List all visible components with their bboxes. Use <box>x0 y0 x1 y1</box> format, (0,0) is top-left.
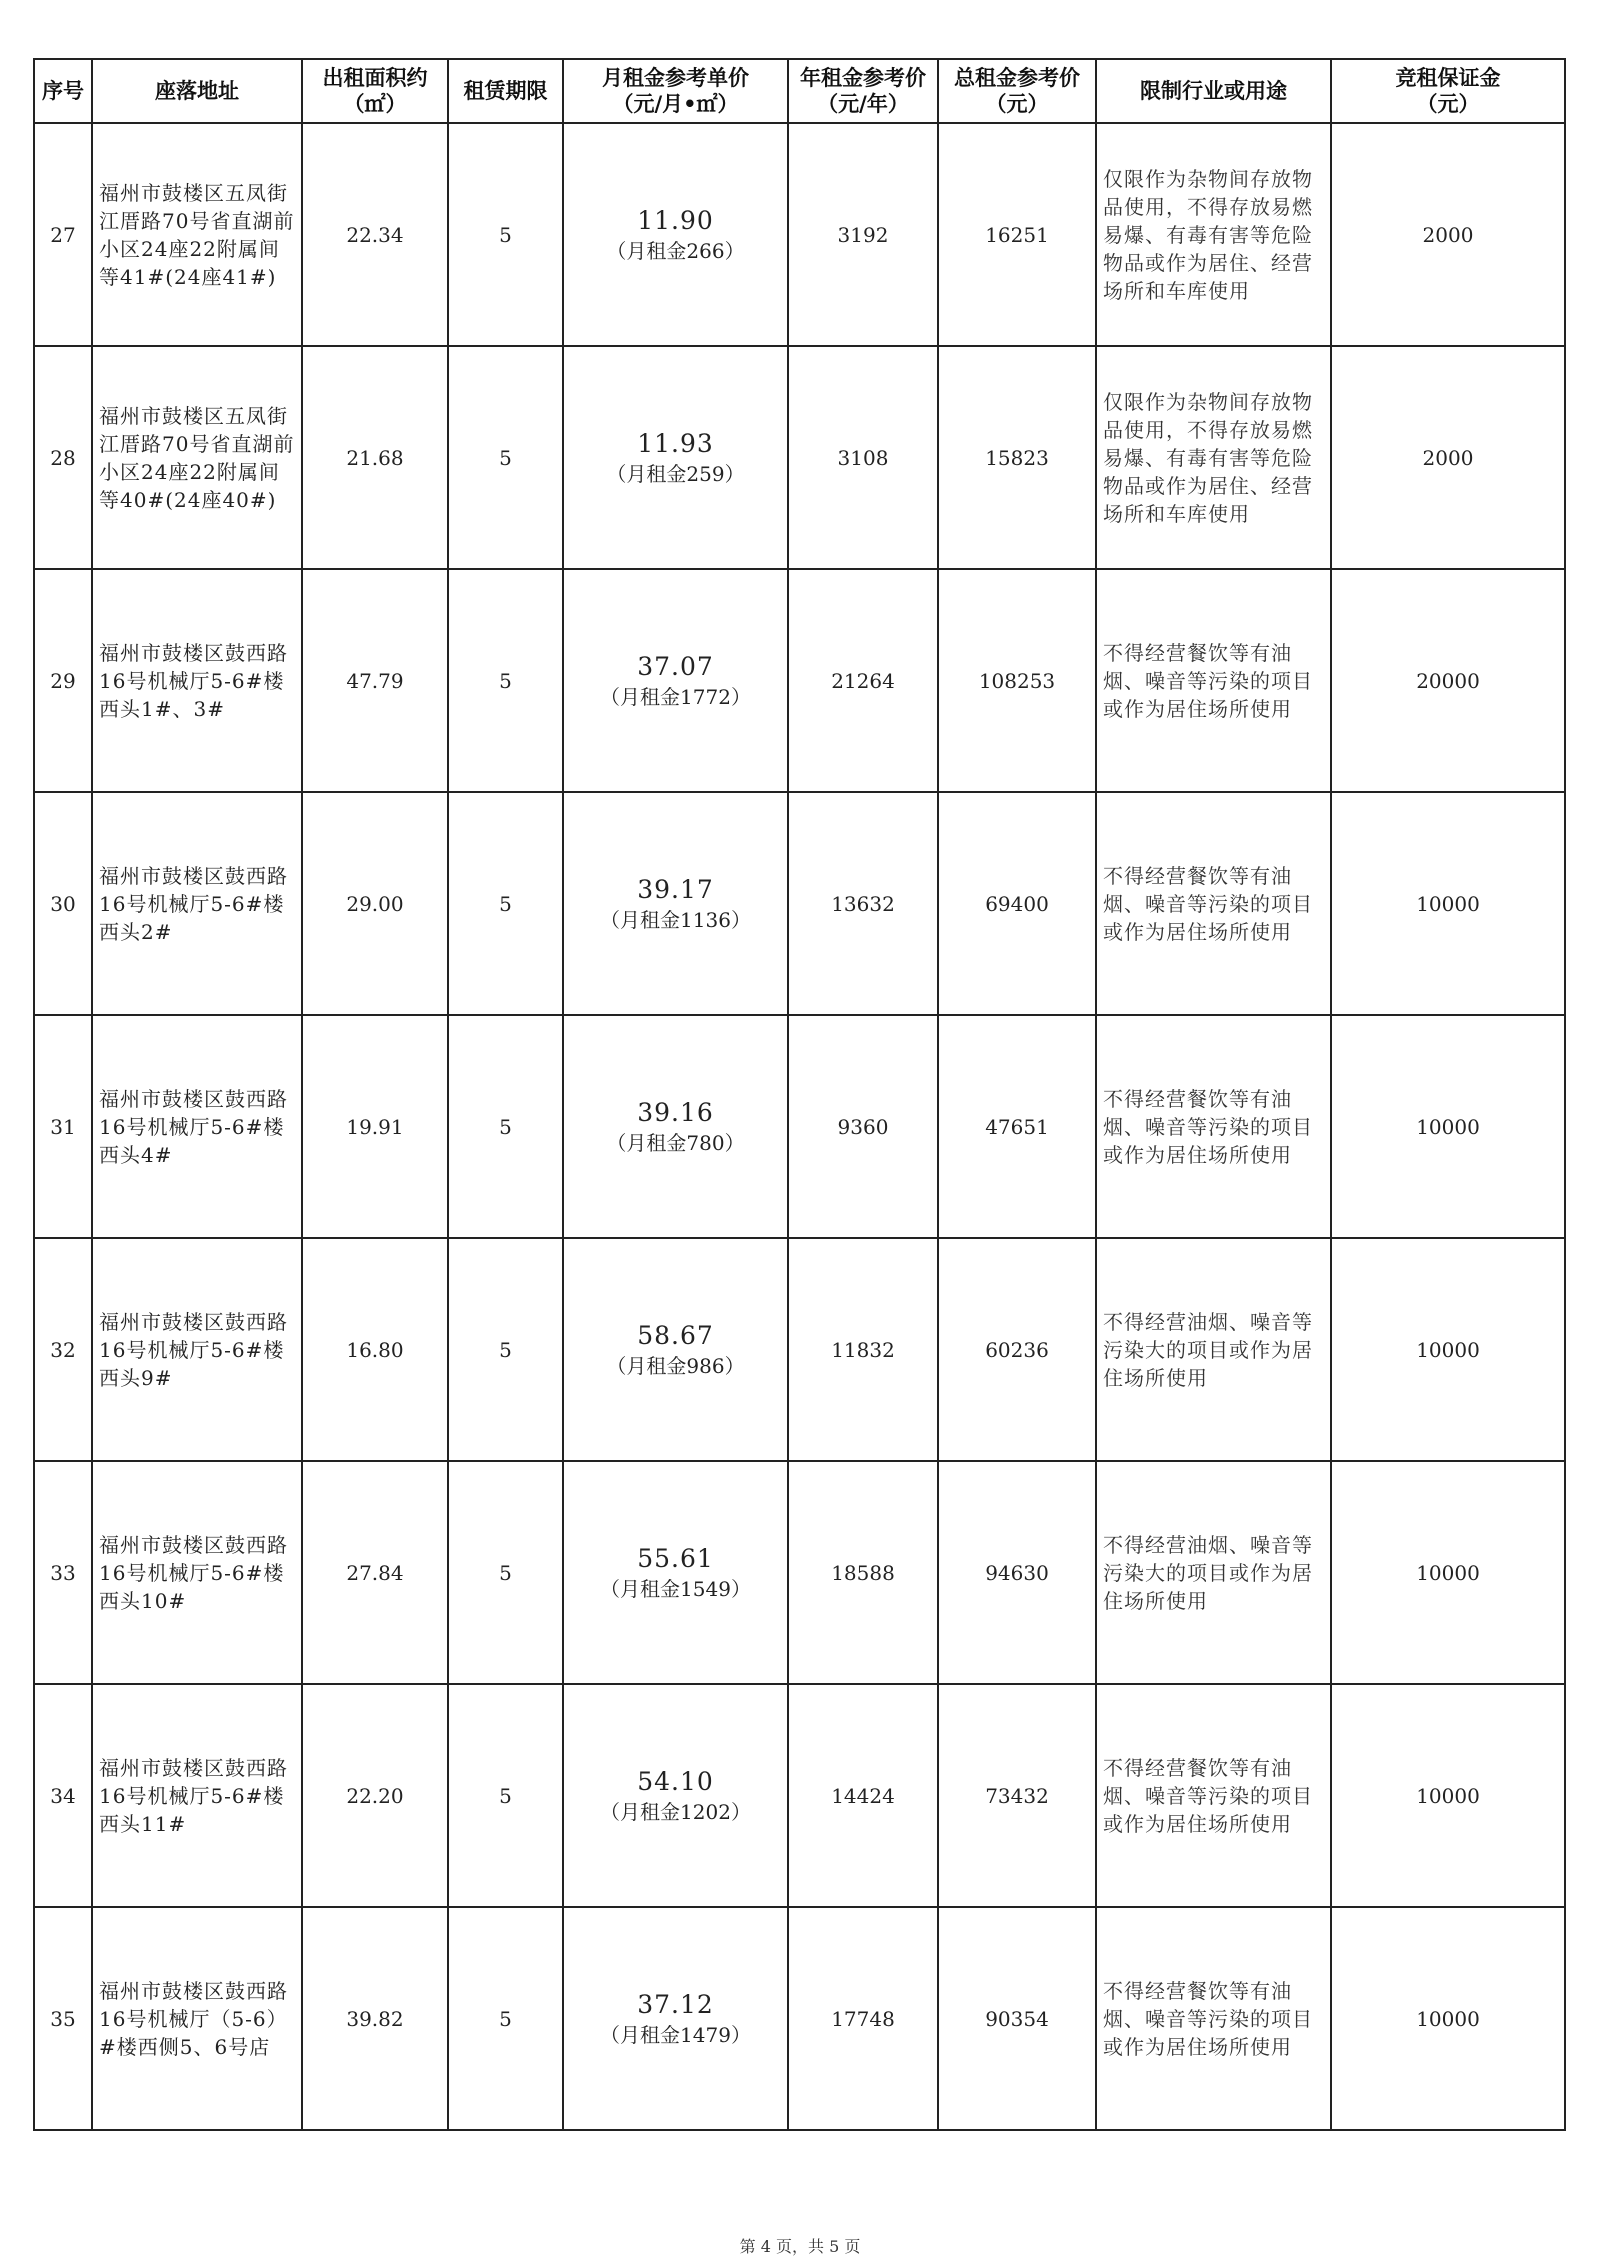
cell-deposit: 10000 <box>1331 1907 1565 2130</box>
header-unit-price: 月租金参考单价 （元/月•㎡） <box>563 59 788 123</box>
cell-annual: 18588 <box>788 1461 938 1684</box>
cell-unit-price <box>563 1015 788 1238</box>
cell-address: 福州市鼓楼区鼓西路16号机械厅5-6#楼西头4# <box>92 1015 302 1238</box>
cell-no: 32 <box>34 1238 92 1461</box>
cell-area: 22.20 <box>302 1684 448 1907</box>
table-row <box>34 1461 1565 1684</box>
cell-area: 39.82 <box>302 1907 448 2130</box>
monthly-rent-note: （月租金266） <box>606 238 745 263</box>
monthly-rent-note: （月租金1136） <box>600 907 751 932</box>
table-header <box>34 59 1565 123</box>
cell-annual: 17748 <box>788 1907 938 2130</box>
unit-price-value: 37.12 <box>637 1989 714 2019</box>
cell-term: 5 <box>448 346 563 569</box>
cell-unit-price <box>563 569 788 792</box>
header-restriction: 限制行业或用途 <box>1096 59 1331 123</box>
cell-deposit: 20000 <box>1331 569 1565 792</box>
cell-total: 60236 <box>938 1238 1096 1461</box>
cell-total: 73432 <box>938 1684 1096 1907</box>
cell-annual: 3192 <box>788 123 938 346</box>
header-area: 出租面积约 （㎡） <box>302 59 448 123</box>
unit-price-value: 39.16 <box>637 1097 714 1127</box>
cell-no: 27 <box>34 123 92 346</box>
cell-area: 47.79 <box>302 569 448 792</box>
cell-term: 5 <box>448 792 563 1015</box>
cell-restriction: 不得经营油烟、噪音等污染大的项目或作为居住场所使用 <box>1096 1238 1331 1461</box>
cell-no: 31 <box>34 1015 92 1238</box>
cell-address: 福州市鼓楼区鼓西路16号机械厅5-6#楼西头2# <box>92 792 302 1015</box>
cell-total: 94630 <box>938 1461 1096 1684</box>
cell-area: 16.80 <box>302 1238 448 1461</box>
cell-total: 108253 <box>938 569 1096 792</box>
cell-address: 福州市鼓楼区五凤街江厝路70号省直湖前小区24座22附属间等40#(24座40#) <box>92 346 302 569</box>
unit-price-value: 54.10 <box>637 1766 714 1796</box>
cell-annual: 3108 <box>788 346 938 569</box>
cell-restriction: 仅限作为杂物间存放物品使用，不得存放易燃易爆、有毒有害等危险物品或作为居住、经营场所和车库使用 <box>1096 123 1331 346</box>
monthly-rent-note: （月租金1772） <box>600 684 751 709</box>
header-row <box>34 59 1565 123</box>
cell-deposit: 10000 <box>1331 1238 1565 1461</box>
table-row <box>34 1907 1565 2130</box>
header-no: 序号 <box>34 59 92 123</box>
cell-annual: 9360 <box>788 1015 938 1238</box>
cell-unit-price <box>563 1684 788 1907</box>
cell-restriction: 不得经营餐饮等有油烟、噪音等污染的项目或作为居住场所使用 <box>1096 569 1331 792</box>
header-deposit: 竞租保证金 （元） <box>1331 59 1565 123</box>
cell-deposit: 10000 <box>1331 1684 1565 1907</box>
table-row <box>34 792 1565 1015</box>
unit-price-value: 58.67 <box>637 1320 714 1350</box>
monthly-rent-note: （月租金1549） <box>600 1576 751 1601</box>
cell-deposit: 2000 <box>1331 123 1565 346</box>
cell-area: 21.68 <box>302 346 448 569</box>
cell-unit-price <box>563 1907 788 2130</box>
cell-address: 福州市鼓楼区鼓西路16号机械厅（5-6）#楼西侧5、6号店 <box>92 1907 302 2130</box>
cell-term: 5 <box>448 569 563 792</box>
header-address: 座落地址 <box>92 59 302 123</box>
cell-restriction: 不得经营油烟、噪音等污染大的项目或作为居住场所使用 <box>1096 1461 1331 1684</box>
unit-price-value: 55.61 <box>637 1543 714 1573</box>
cell-area: 27.84 <box>302 1461 448 1684</box>
cell-area: 22.34 <box>302 123 448 346</box>
header-term: 租赁期限 <box>448 59 563 123</box>
cell-area: 19.91 <box>302 1015 448 1238</box>
table-body <box>34 123 1565 2130</box>
unit-price-value: 11.90 <box>637 205 714 235</box>
cell-annual: 13632 <box>788 792 938 1015</box>
unit-price-value: 11.93 <box>637 428 714 458</box>
cell-term: 5 <box>448 1015 563 1238</box>
cell-term: 5 <box>448 1907 563 2130</box>
cell-term: 5 <box>448 1238 563 1461</box>
table-row <box>34 1684 1565 1907</box>
cell-restriction: 不得经营餐饮等有油烟、噪音等污染的项目或作为居住场所使用 <box>1096 792 1331 1015</box>
monthly-rent-note: （月租金1202） <box>600 1799 751 1824</box>
monthly-rent-note: （月租金1479） <box>600 2022 751 2047</box>
header-total: 总租金参考价 （元） <box>938 59 1096 123</box>
cell-term: 5 <box>448 123 563 346</box>
cell-address: 福州市鼓楼区鼓西路16号机械厅5-6#楼西头9# <box>92 1238 302 1461</box>
cell-no: 29 <box>34 569 92 792</box>
table-row <box>34 1238 1565 1461</box>
cell-unit-price <box>563 1461 788 1684</box>
cell-unit-price <box>563 346 788 569</box>
cell-total: 90354 <box>938 1907 1096 2130</box>
cell-annual: 11832 <box>788 1238 938 1461</box>
cell-address: 福州市鼓楼区鼓西路16号机械厅5-6#楼西头10# <box>92 1461 302 1684</box>
cell-deposit: 2000 <box>1331 346 1565 569</box>
cell-term: 5 <box>448 1684 563 1907</box>
cell-term: 5 <box>448 1461 563 1684</box>
cell-annual: 21264 <box>788 569 938 792</box>
cell-no: 35 <box>34 1907 92 2130</box>
cell-total: 47651 <box>938 1015 1096 1238</box>
cell-deposit: 10000 <box>1331 792 1565 1015</box>
cell-unit-price <box>563 1238 788 1461</box>
cell-deposit: 10000 <box>1331 1015 1565 1238</box>
cell-deposit: 10000 <box>1331 1461 1565 1684</box>
cell-no: 33 <box>34 1461 92 1684</box>
unit-price-value: 39.17 <box>637 874 714 904</box>
cell-address: 福州市鼓楼区五凤街江厝路70号省直湖前小区24座22附属间等41#(24座41#) <box>92 123 302 346</box>
cell-unit-price <box>563 792 788 1015</box>
monthly-rent-note: （月租金780） <box>606 1130 745 1155</box>
cell-total: 15823 <box>938 346 1096 569</box>
monthly-rent-note: （月租金259） <box>606 461 745 486</box>
table-row <box>34 123 1565 346</box>
cell-total: 16251 <box>938 123 1096 346</box>
table-row <box>34 1015 1565 1238</box>
cell-unit-price <box>563 123 788 346</box>
cell-no: 30 <box>34 792 92 1015</box>
table-row <box>34 569 1565 792</box>
cell-area: 29.00 <box>302 792 448 1015</box>
table-row <box>34 346 1565 569</box>
cell-annual: 14424 <box>788 1684 938 1907</box>
page-footer <box>0 2234 1600 2257</box>
page-number: 第 4 页，共 5 页 <box>739 2237 861 2256</box>
rental-listing-table <box>33 58 1566 2131</box>
unit-price-value: 37.07 <box>637 651 714 681</box>
cell-no: 28 <box>34 346 92 569</box>
cell-address: 福州市鼓楼区鼓西路16号机械厅5-6#楼西头11# <box>92 1684 302 1907</box>
cell-restriction: 不得经营餐饮等有油烟、噪音等污染的项目或作为居住场所使用 <box>1096 1684 1331 1907</box>
cell-restriction: 不得经营餐饮等有油烟、噪音等污染的项目或作为居住场所使用 <box>1096 1015 1331 1238</box>
header-annual: 年租金参考价 （元/年） <box>788 59 938 123</box>
monthly-rent-note: （月租金986） <box>606 1353 745 1378</box>
cell-address: 福州市鼓楼区鼓西路16号机械厅5-6#楼西头1#、3# <box>92 569 302 792</box>
cell-no: 34 <box>34 1684 92 1907</box>
cell-total: 69400 <box>938 792 1096 1015</box>
cell-restriction: 不得经营餐饮等有油烟、噪音等污染的项目或作为居住场所使用 <box>1096 1907 1331 2130</box>
cell-restriction: 仅限作为杂物间存放物品使用，不得存放易燃易爆、有毒有害等危险物品或作为居住、经营场所和车库使用 <box>1096 346 1331 569</box>
